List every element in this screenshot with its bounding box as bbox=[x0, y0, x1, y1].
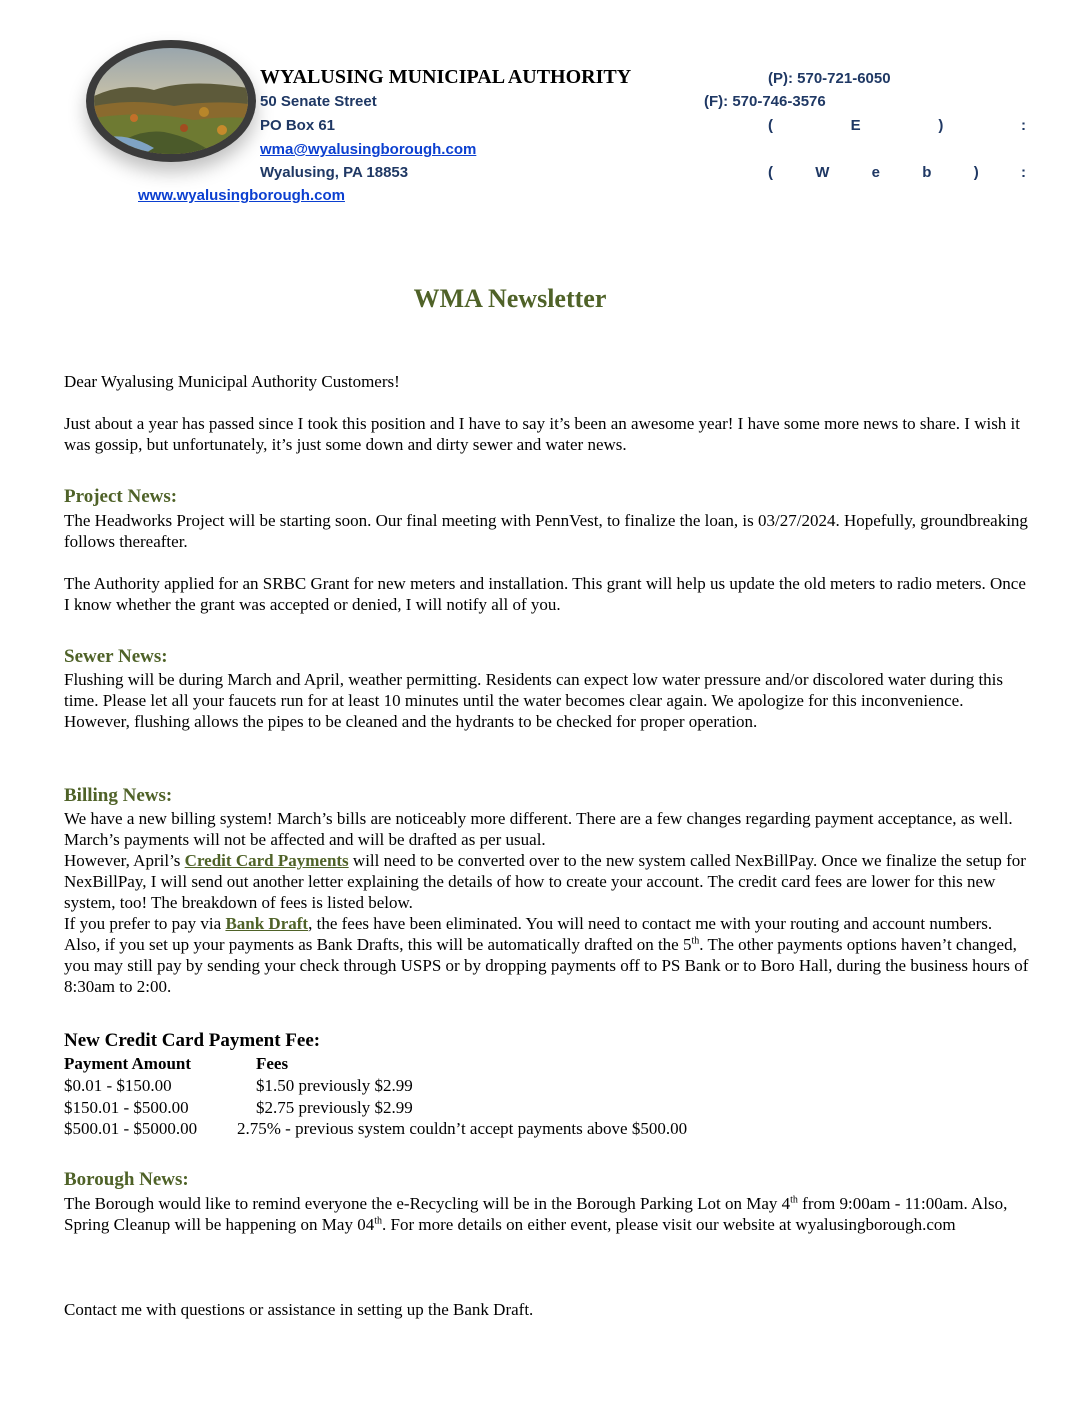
borough-news-heading: Borough News: bbox=[64, 1169, 189, 1190]
billing-paragraph-3-mid: , the fees have been eliminated. You will need to contact me with your routing and account numbers. Also, if you set up your payments as Bank Drafts, this will be automatically drafted on the 5 bbox=[64, 914, 993, 954]
credit-card-payments-link[interactable]: Credit Card Payments bbox=[184, 851, 349, 870]
email-link[interactable]: wma@wyalusingborough.com bbox=[260, 141, 477, 158]
fee-row-3-fee: 2.75% - previous system couldn’t accept payments above $500.00 bbox=[237, 1119, 688, 1138]
billing-superscript: th bbox=[691, 935, 700, 947]
billing-paragraph-2-post: will need to be converted over to the new system called NexBillPay. Once we finalize the setup for NexBillPay, I will send out another letter explaining the details of how to create your account. The credit card fees are lower for this new system, too! The breakdown of fees is listed below. bbox=[64, 851, 1026, 912]
intro-paragraph: Just about a year has passed since I took this position and I have to say it’s been an awesome year! I have some more news to share. I wish it was gossip, but unfortunately, it’s just some down and dirty sewer and water news. bbox=[64, 414, 1021, 454]
fax-number: (F): 570-746-3576 bbox=[704, 93, 826, 110]
fee-col-amount-header: Payment Amount bbox=[64, 1054, 192, 1073]
sewer-news-heading: Sewer News: bbox=[64, 646, 168, 667]
billing-paragraph-3-post: . The other payments options haven’t changed, you may still pay by sending your check through USPS or by dropping payments off to PS Bank or to Boro Hall, during the business hours of 8:30am to 2:00. bbox=[64, 935, 1029, 996]
fee-row-3-amount: $500.01 - $5000.00 bbox=[64, 1119, 198, 1138]
fee-row-1-amount: $0.01 - $150.00 bbox=[64, 1076, 172, 1095]
project-news-heading: Project News: bbox=[64, 486, 178, 507]
address-line-1: 50 Senate Street bbox=[260, 93, 377, 110]
billing-paragraph-2-pre: However, April’s bbox=[64, 851, 185, 870]
org-name: WYALUSING MUNICIPAL AUTHORITY bbox=[260, 66, 632, 88]
city-line: Wyalusing, PA 18853 bbox=[260, 164, 409, 181]
closing-line: Contact me with questions or assistance in setting up the Bank Draft. bbox=[64, 1300, 534, 1319]
fee-table-heading: New Credit Card Payment Fee: bbox=[64, 1030, 321, 1051]
landscape-logo-image bbox=[94, 48, 248, 154]
greeting: Dear Wyalusing Municipal Authority Customers! bbox=[64, 372, 400, 391]
bank-draft-link[interactable]: Bank Draft bbox=[225, 914, 309, 933]
fee-col-fees-header: Fees bbox=[256, 1054, 289, 1073]
fee-row-2-amount: $150.01 - $500.00 bbox=[64, 1098, 189, 1117]
email-label: ( E ) : bbox=[768, 117, 1026, 134]
billing-news-heading: Billing News: bbox=[64, 785, 173, 806]
billing-body bbox=[64, 808, 1029, 997]
billing-paragraph-1: We have a new billing system! March’s bills are noticeably more different. There are a few changes regarding payment acceptance, as well. March’s payments will not be affected and will be drafted as per usual. bbox=[64, 809, 1013, 849]
website-link[interactable]: www.wyalusingborough.com bbox=[138, 187, 345, 204]
project-paragraph-2: The Authority applied for an SRBC Grant for new meters and installation. This grant will help us update the old meters to radio meters. Once I know whether the grant was accepted or denied, I will notify all of you. bbox=[64, 574, 1026, 614]
address-line-2: PO Box 61 bbox=[260, 117, 336, 134]
fee-row-2-fee: $2.75 previously $2.99 bbox=[256, 1098, 413, 1117]
billing-paragraph-3-pre: If you prefer to pay via bbox=[64, 914, 226, 933]
sewer-paragraph: Flushing will be during March and April, weather permitting. Residents can expect low water pressure and/or discolored water during this time. Please let all your faucets run for at least 10 minutes until the water becomes clear again. We apologize for this inconvenience. However, flushing allows the pipes to be cleaned and the hydrants to be checked for proper operation. bbox=[64, 670, 1004, 731]
fee-row-1-fee: $1.50 previously $2.99 bbox=[256, 1076, 413, 1095]
borough-paragraph: The Borough would like to remind everyone the e-Recycling will be in the Borough Parking Lot on May 4th from 9:00am - 11:00am. Also, Spring Cleanup will be happening on May 04th. For more details on either event, please visit our website at wyalusingborough.com bbox=[64, 1194, 1008, 1234]
project-paragraph-1: The Headworks Project will be starting soon. Our final meeting with PennVest, to finalize the loan, is 03/27/2024. Hopefully, groundbreaking follows thereafter. bbox=[64, 511, 1028, 551]
phone-number: (P): 570-721-6050 bbox=[768, 70, 891, 87]
newsletter-title: WMA Newsletter bbox=[413, 284, 607, 313]
web-label: ( W e b ) : bbox=[768, 164, 1026, 181]
logo bbox=[86, 40, 256, 162]
